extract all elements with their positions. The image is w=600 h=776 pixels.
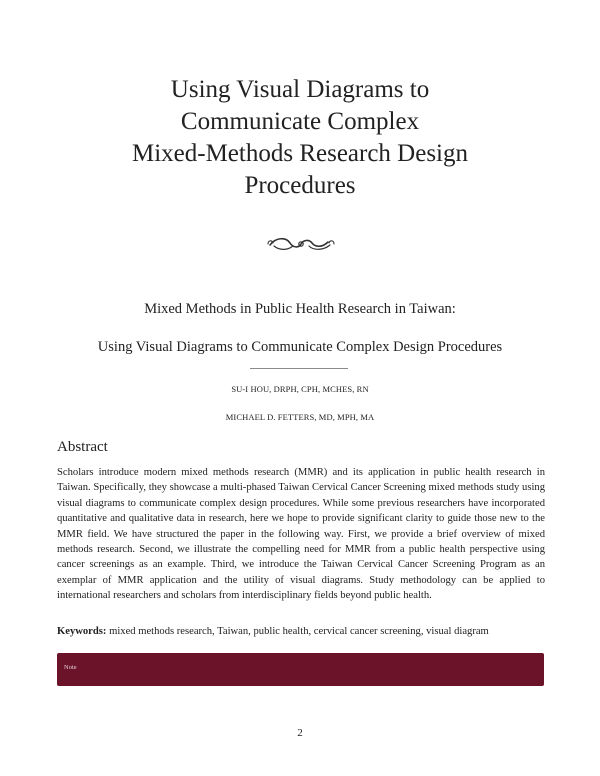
title-divider: [250, 368, 348, 369]
flourish-ornament-icon: [266, 234, 336, 254]
abstract-heading: Abstract: [57, 439, 108, 455]
author-1: SU-I HOU, DRPH, CPH, MCHES, RN: [231, 384, 369, 394]
author-2: MICHAEL D. FETTERS, MD, MPH, MA: [225, 412, 375, 422]
keywords-label: Keywords:: [57, 626, 107, 637]
title-line-2: Communicate Complex: [180, 108, 420, 135]
keywords-text: mixed methods research, Taiwan, public health, cervical cancer screening, visual diagram: [109, 626, 489, 637]
note-label: Note: [64, 664, 77, 671]
subtitle-line-2: Using Visual Diagrams to Communicate Complex Design Procedures: [97, 339, 503, 355]
title-line-4: Procedures: [244, 172, 356, 199]
abstract-text: Scholars introduce modern mixed methods research (MMR) and its application in public health research in Taiwan. Specifically, they showcase a multi-phased Taiwan Cervical Cancer Screening mixed methods study using visual diagrams to communicate complex design procedures. While some previous researchers have incorporated quantitative and qualitative data in research, here we hope to provide significant clarity to guide those new to the MMR field. We have structured the paper in the following way. First, we provide a brief overview of mixed methods research. Second, we illustrate the compelling need for MMR from a public health perspective using cancer screenings as an example. Third, we introduce the Taiwan Cervical Cancer Screening Program as an exemplar of MMR application and the utility of visual diagrams. Study methodology can be applied to international researchers and scholars from interdisciplinary fields beyond public health.: [57, 467, 545, 602]
title-line-1: Using Visual Diagrams to: [170, 76, 430, 103]
title-line-3: Mixed-Methods Research Design: [131, 140, 469, 167]
page-number: 2: [297, 727, 303, 739]
keywords-line: [57, 626, 545, 637]
subtitle-line-1: Mixed Methods in Public Health Research in Taiwan:: [144, 301, 456, 317]
paper-title: [60, 74, 540, 202]
note-box: [57, 653, 544, 686]
